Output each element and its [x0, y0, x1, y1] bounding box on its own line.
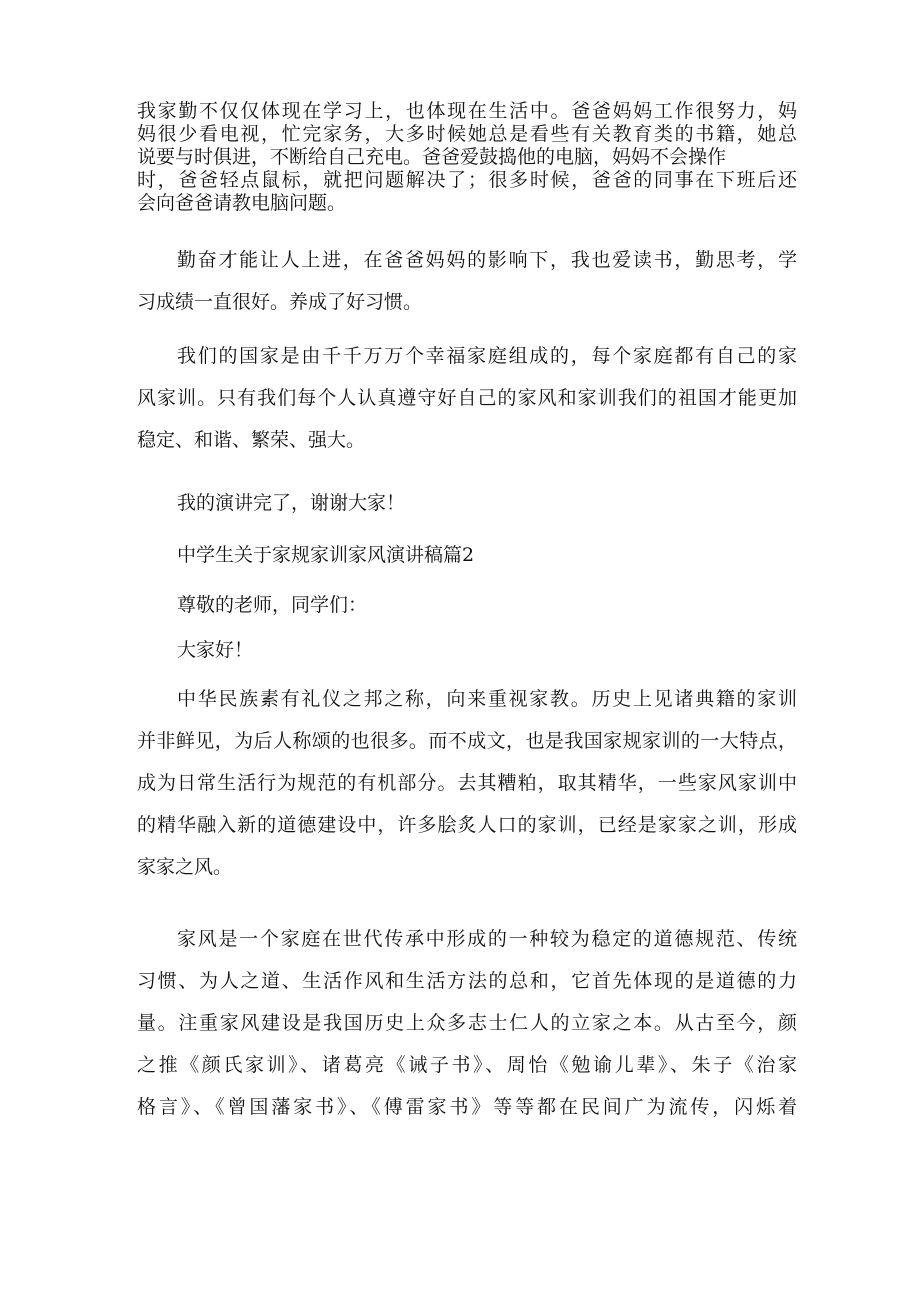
- paragraph-4: [137, 491, 797, 515]
- paragraph-2: [137, 239, 797, 323]
- paragraph-8-line-2: 并非鲜见，为后人称颂的也很多。而不成文，也是我国家规家训的一大特点，: [137, 730, 797, 752]
- paragraph-9-line-4: 之推《颜氏家训》、诸葛亮《诫子书》、周怡《勉谕儿辈》、朱子《治家: [137, 1054, 797, 1076]
- section-title: 中学生关于家规家训家风演讲稿篇2: [177, 544, 475, 566]
- closing-line: 我的演讲完了，谢谢大家！: [177, 492, 406, 514]
- paragraph-1-line-3: 说要与时俱进，不断给自己充电。爸爸爱鼓捣他的电脑，妈妈不会操作: [137, 146, 727, 168]
- paragraph-9-line-5: 格言》、《曾国藩家书》、《傅雷家书》等等都在民间广为流传，闪烁着: [137, 1096, 797, 1118]
- paragraph-9: [137, 918, 797, 1128]
- paragraph-1-line-2: 妈很少看电视，忙完家务，大多时候她总是看些有关教育类的书籍，她总: [137, 123, 797, 145]
- paragraph-3-line-1: 我们的国家是由千千万万个幸福家庭组成的，每个家庭都有自己的家: [177, 345, 797, 367]
- paragraph-8: [137, 678, 797, 888]
- paragraph-3: [137, 335, 797, 461]
- section-heading: [137, 543, 797, 567]
- paragraph-8-line-3: 成为日常生活行为规范的有机部分。去其糟粕，取其精华，一些家风家训中: [137, 772, 797, 794]
- paragraph-1-line-1: 我家勤不仅仅体现在学习上，也体现在生活中。爸爸妈妈工作很努力，妈: [137, 100, 797, 122]
- paragraph-3-line-3: 稳定、和谐、繁荣、强大。: [137, 429, 366, 451]
- paragraph-1-line-5: 会向爸爸请教电脑问题。: [137, 192, 347, 214]
- greeting-line: 大家好！: [177, 639, 254, 661]
- paragraph-8-line-4: 的精华融入新的道德建设中，许多脍炙人口的家训，已经是家家之训，形成: [137, 814, 797, 836]
- paragraph-8-line-5: 家家之风。: [137, 856, 233, 878]
- salutation-line: 尊敬的老师，同学们：: [177, 594, 368, 616]
- salutation: [137, 593, 797, 617]
- paragraph-9-line-1: 家风是一个家庭在世代传承中形成的一种较为稳定的道德规范、传统: [177, 928, 797, 950]
- paragraph-9-line-3: 量。注重家风建设是我国历史上众多志士仁人的立家之本。从古至今，颜: [137, 1012, 797, 1034]
- paragraph-2-line-1: 勤奋才能让人上进，在爸爸妈妈的影响下，我也爱读书，勤思考，学: [177, 249, 797, 271]
- greeting: [137, 638, 797, 662]
- paragraph-1: [137, 100, 797, 215]
- paragraph-2-line-2: 习成绩一直很好。养成了好习惯。: [137, 291, 423, 313]
- paragraph-9-line-2: 习惯、为人之道、生活作风和生活方法的总和，它首先体现的是道德的力: [137, 970, 797, 992]
- paragraph-8-line-1: 中华民族素有礼仪之邦之称，向来重视家教。历史上见诸典籍的家训: [177, 688, 797, 710]
- paragraph-1-line-4: 时，爸爸轻点鼠标，就把问题解决了；很多时候，爸爸的同事在下班后还: [137, 169, 797, 191]
- paragraph-3-line-2: 风家训。只有我们每个人认真遵守好自己的家风和家训我们的祖国才能更加: [137, 387, 797, 409]
